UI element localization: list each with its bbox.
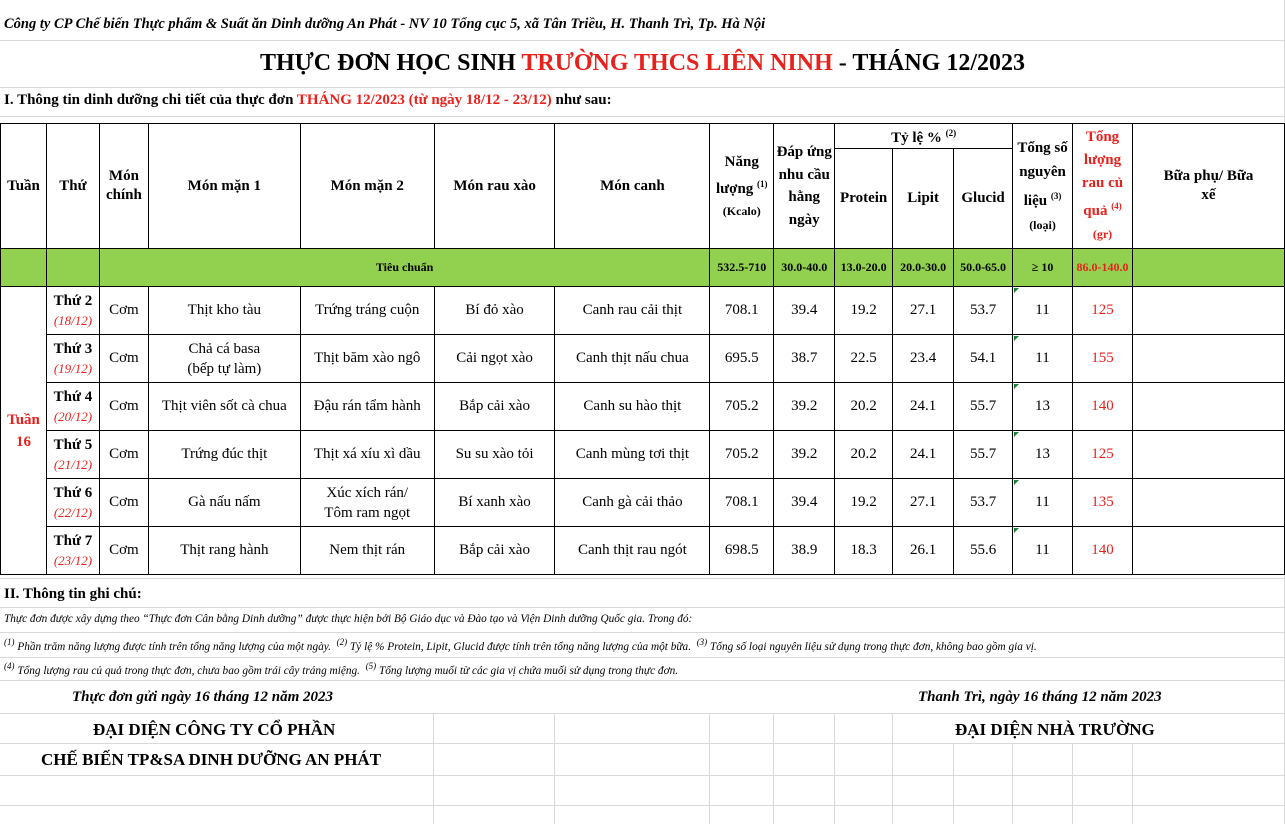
mon-rau: Cải ngọt xào (434, 335, 555, 383)
std-empty (1, 249, 47, 287)
header-tong-rau-label: Tổng lượng rau củ quả (1081, 129, 1124, 219)
tong-rau: 125 (1073, 287, 1133, 335)
std-empty (1132, 249, 1284, 287)
standard-row (1, 249, 1285, 287)
note-text-3: Tổng số loại nguyên liệu sử dụng trong thực đơn, không bao gồm gia vị. (707, 640, 1037, 653)
glucid: 55.6 (954, 527, 1013, 575)
header-ty-le-label: Tỷ lệ % (891, 130, 942, 146)
std-empty (46, 249, 99, 287)
day-cell (46, 527, 99, 575)
header-bua-phu: Bữa phụ/ Bữa xế (1132, 124, 1284, 249)
header-mon-rau: Món rau xào (434, 124, 555, 249)
mon-rau: Bí xanh xào (434, 479, 555, 527)
dap-ung: 38.9 (774, 527, 835, 575)
tong-so: 13 (1013, 383, 1073, 431)
note-line-1 (4, 637, 1037, 653)
mon-rau: Bắp cải xào (434, 383, 555, 431)
note-text-4: Tổng lượng rau củ quả trong thực đơn, chưa bao gồm trái cây tráng miệng. (14, 664, 360, 677)
note-sup-5: (5) (365, 661, 377, 671)
note-sup-2: (2) (336, 637, 348, 647)
mon-man-2: Nem thịt rán (300, 527, 434, 575)
mon-man-1: Gà nấu nấm (148, 479, 300, 527)
header-thu: Thứ (46, 124, 99, 249)
glucid: 55.7 (954, 383, 1013, 431)
nang-luong: 708.1 (710, 479, 774, 527)
mon-man-2: Xúc xích rán/ Tôm ram ngọt (300, 479, 434, 527)
day-cell (46, 431, 99, 479)
title-school: TRƯỜNG THCS LIÊN NINH (521, 50, 833, 76)
std-tong-so: ≥ 10 (1013, 249, 1073, 287)
protein: 20.2 (835, 431, 893, 479)
glucid: 53.7 (954, 287, 1013, 335)
lipit: 23.4 (893, 335, 954, 383)
mon-chinh: Cơm (99, 335, 148, 383)
header-tong-so-label: Tổng số nguyên liệu (1017, 139, 1068, 209)
note-line-2 (4, 661, 678, 677)
header-lipit: Lipit (893, 149, 954, 249)
glucid: 53.7 (954, 479, 1013, 527)
week-label: Tuần (7, 411, 40, 428)
day-date: (18/12) (53, 312, 93, 328)
note-text-1: Phần trăm năng lượng được tính trên tổng năng lượng của một ngày. (14, 640, 331, 653)
note-text-2: Tỷ lệ % Protein, Lipit, Glucid được tính trên tổng năng lượng của một bữa. (347, 640, 692, 653)
bua-phu (1132, 431, 1284, 479)
table-row (1, 479, 1285, 527)
dap-ung: 39.2 (774, 431, 835, 479)
tong-so: 11 (1013, 527, 1073, 575)
dap-ung: 38.7 (774, 335, 835, 383)
protein: 19.2 (835, 287, 893, 335)
header-tong-so (1013, 124, 1073, 249)
mon-man-1: Trứng đúc thịt (148, 431, 300, 479)
mon-canh: Canh gà cải thảo (555, 479, 710, 527)
protein: 18.3 (835, 527, 893, 575)
note-text-5: Tổng lượng muối từ các gia vị chứa muối sử dụng trong thực đơn. (376, 664, 679, 677)
table-row (1, 287, 1285, 335)
day-date: (19/12) (53, 360, 93, 376)
section1-heading (4, 92, 612, 109)
header-mon-chinh: Món chính (99, 124, 148, 249)
company-representative-line2: CHẾ BIẾN TP&SA DINH DƯỠNG AN PHÁT (41, 750, 382, 769)
header-mon-canh: Món canh (555, 124, 710, 249)
mon-canh: Canh su hào thịt (555, 383, 710, 431)
header-mon-man-2: Món mặn 2 (300, 124, 434, 249)
std-glucid: 50.0-65.0 (954, 249, 1013, 287)
header-dap-ung: Đáp ứng nhu cầu hằng ngày (774, 124, 835, 249)
tong-rau: 125 (1073, 431, 1133, 479)
header-ty-le-sup: (2) (945, 128, 957, 138)
place-date: Thanh Trì, ngày 16 tháng 12 năm 2023 (918, 689, 1162, 705)
mon-rau: Bí đỏ xào (434, 287, 555, 335)
day-name: Thứ 5 (53, 436, 93, 453)
nang-luong: 705.2 (710, 431, 774, 479)
day-date: (22/12) (53, 504, 93, 520)
header-tuan: Tuần (1, 124, 47, 249)
mon-man-1: Thịt rang hành (148, 527, 300, 575)
sent-date: Thực đơn gửi ngày 16 tháng 12 năm 2023 (72, 689, 334, 705)
bua-phu (1132, 335, 1284, 383)
title-part2: - THÁNG 12/2023 (832, 50, 1025, 76)
dap-ung: 39.2 (774, 383, 835, 431)
header-tong-so-unit: (loại) (1029, 217, 1056, 232)
header-ty-le (835, 124, 1013, 149)
section2-heading: II. Thông tin ghi chú: (4, 586, 142, 602)
header-protein: Protein (835, 149, 893, 249)
note-sup-1: (1) (4, 637, 15, 647)
day-cell (46, 479, 99, 527)
mon-man-1: Chả cá basa (bếp tự làm) (148, 335, 300, 383)
tong-rau: 140 (1073, 383, 1133, 431)
std-nang-luong: 532.5-710 (710, 249, 774, 287)
bua-phu (1132, 527, 1284, 575)
lipit: 27.1 (893, 479, 954, 527)
nang-luong: 695.5 (710, 335, 774, 383)
mon-man-2: Thịt băm xào ngô (300, 335, 434, 383)
glucid: 55.7 (954, 431, 1013, 479)
std-label: Tiêu chuẩn (99, 249, 709, 287)
std-protein: 13.0-20.0 (835, 249, 893, 287)
lipit: 26.1 (893, 527, 954, 575)
mon-chinh: Cơm (99, 383, 148, 431)
mon-canh: Canh thịt rau ngót (555, 527, 710, 575)
mon-canh: Canh mùng tơi thịt (555, 431, 710, 479)
bua-phu (1132, 383, 1284, 431)
day-name: Thứ 7 (53, 532, 93, 549)
header-tong-rau-unit: (gr) (1092, 227, 1113, 241)
header-tong-so-sup: (3) (1050, 190, 1062, 201)
header-nang-luong-label: Năng lượng (715, 153, 759, 197)
nang-luong: 708.1 (710, 287, 774, 335)
day-cell (46, 335, 99, 383)
school-representative: ĐẠI DIỆN NHÀ TRƯỜNG (955, 720, 1155, 739)
mon-chinh: Cơm (99, 479, 148, 527)
nang-luong: 705.2 (710, 383, 774, 431)
tong-rau: 135 (1073, 479, 1133, 527)
tong-rau: 155 (1073, 335, 1133, 383)
day-date: (20/12) (53, 408, 93, 424)
day-name: Thứ 4 (53, 388, 93, 405)
dap-ung: 39.4 (774, 287, 835, 335)
protein: 22.5 (835, 335, 893, 383)
day-cell (46, 287, 99, 335)
bua-phu (1132, 287, 1284, 335)
table-row (1, 431, 1285, 479)
title-part1: THỰC ĐƠN HỌC SINH (260, 50, 522, 76)
tong-so: 11 (1013, 479, 1073, 527)
mon-canh: Canh thịt nấu chua (555, 335, 710, 383)
glucid: 54.1 (954, 335, 1013, 383)
day-date: (23/12) (53, 552, 93, 568)
note-sup-3: (3) (696, 637, 708, 647)
mon-canh: Canh rau cải thịt (555, 287, 710, 335)
table-row (1, 335, 1285, 383)
day-name: Thứ 2 (53, 292, 93, 309)
protein: 19.2 (835, 479, 893, 527)
nang-luong: 698.5 (710, 527, 774, 575)
mon-man-1: Thịt viên sốt cà chua (148, 383, 300, 431)
mon-man-2: Đậu rán tẩm hành (300, 383, 434, 431)
day-name: Thứ 3 (53, 340, 93, 357)
day-name: Thứ 6 (53, 484, 93, 501)
week-number: 16 (15, 433, 31, 450)
note-intro: Thực đơn được xây dựng theo “Thực đơn Cân bằng Dinh dưỡng” được thực hiện bởi Bộ Giáo dục và Đào tạo và Viện Dinh dưỡng Quốc gia. Trong đó: (4, 613, 693, 625)
section1-period: THÁNG 12/2023 (từ ngày 18/12 - 23/12) (296, 92, 552, 108)
protein: 20.2 (835, 383, 893, 431)
dap-ung: 39.4 (774, 479, 835, 527)
lipit: 24.1 (893, 383, 954, 431)
note-sup-4: (4) (4, 661, 15, 671)
mon-rau: Su su xào tỏi (434, 431, 555, 479)
mon-rau: Bắp cải xào (434, 527, 555, 575)
std-lipit: 20.0-30.0 (893, 249, 954, 287)
company-representative-line1: ĐẠI DIỆN CÔNG TY CỔ PHẦN (93, 720, 336, 739)
mon-chinh: Cơm (99, 287, 148, 335)
lipit: 27.1 (893, 287, 954, 335)
header-mon-man-1: Món mặn 1 (148, 124, 300, 249)
std-dap-ung: 30.0-40.0 (774, 249, 835, 287)
header-tong-rau-sup: (4) (1111, 201, 1122, 211)
header-nang-luong-unit: (Kcalo) (722, 203, 761, 218)
header-glucid: Glucid (954, 149, 1013, 249)
lipit: 24.1 (893, 431, 954, 479)
day-cell (46, 383, 99, 431)
week-cell (1, 287, 47, 575)
day-date: (21/12) (53, 456, 93, 472)
table-row (1, 383, 1285, 431)
table-row (1, 527, 1285, 575)
header-nang-luong (710, 124, 774, 249)
header-tong-rau (1073, 124, 1133, 249)
mon-man-1: Thịt kho tàu (148, 287, 300, 335)
tong-rau: 140 (1073, 527, 1133, 575)
mon-chinh: Cơm (99, 431, 148, 479)
header-nang-luong-sup: (1) (757, 178, 768, 189)
page-title (0, 50, 1285, 77)
std-tong-rau: 86.0-140.0 (1073, 249, 1133, 287)
section1-suffix: như sau: (551, 92, 612, 108)
company-header: Công ty CP Chế biến Thực phẩm & Suất ăn Dinh dưỡng An Phát - NV 10 Tổng cục 5, xã Tân Triều, H. Thanh Trì, Tp. Hà Nội (4, 16, 766, 32)
menu-table (0, 123, 1285, 575)
section1-prefix: I. Thông tin dinh dưỡng chi tiết của thực đơn (4, 92, 297, 108)
tong-so: 11 (1013, 335, 1073, 383)
bua-phu (1132, 479, 1284, 527)
mon-chinh: Cơm (99, 527, 148, 575)
mon-man-2: Thịt xá xíu xì dầu (300, 431, 434, 479)
tong-so: 13 (1013, 431, 1073, 479)
tong-so: 11 (1013, 287, 1073, 335)
mon-man-2: Trứng tráng cuộn (300, 287, 434, 335)
